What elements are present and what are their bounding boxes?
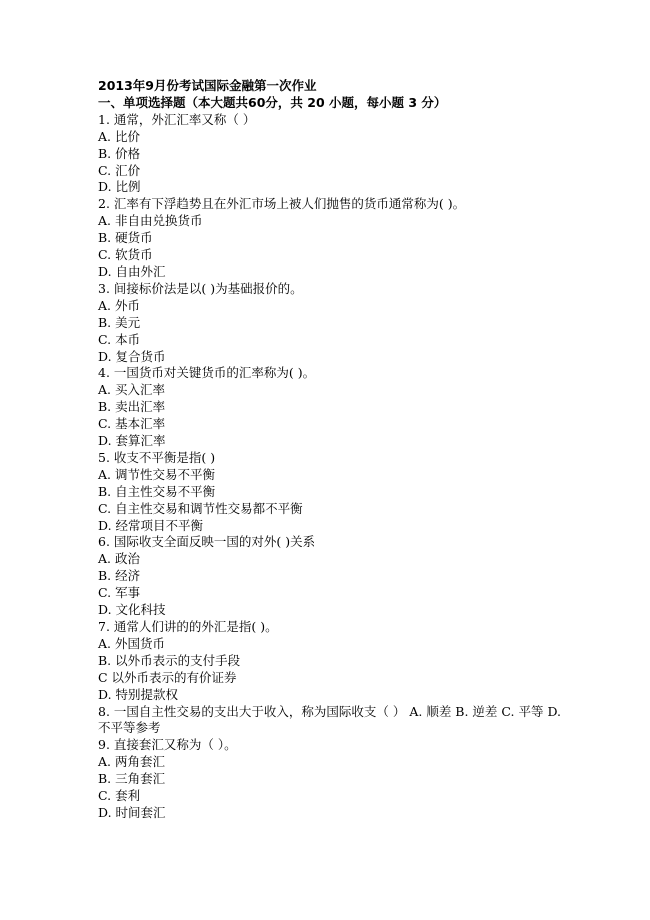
question-4 — [98, 365, 568, 450]
option-b: B. 价格 — [98, 145, 141, 161]
option-d: D. 特别提款权 — [98, 686, 179, 702]
option-a: A. 外国货币 — [98, 635, 165, 651]
option-a: A. 比价 — [98, 128, 140, 144]
option-b: B. 美元 — [98, 314, 141, 330]
option-a: A. 外币 — [98, 297, 140, 313]
question-8 — [98, 704, 568, 738]
option-c: C. 军事 — [98, 585, 141, 601]
question-text: 3. 间接标价法是以( )为基础报价的。 — [98, 280, 303, 296]
document-page — [98, 78, 568, 822]
option-d: D. 自由外汇 — [98, 263, 166, 279]
question-text: 9. 直接套汇又称为（ ）。 — [98, 737, 237, 753]
question-2 — [98, 196, 568, 281]
option-d: D. 套算汇率 — [98, 433, 166, 449]
option-c: C. 套利 — [98, 788, 141, 804]
question-text: 7. 通常人们讲的的外汇是指( )。 — [98, 619, 278, 634]
option-b: B. 以外币表示的支付手段 — [98, 652, 241, 668]
option-a: A. 非自由兑换货币 — [98, 213, 203, 229]
option-c: C. 自主性交易和调节性交易都不平衡 — [98, 500, 303, 516]
section-heading: 一、单项选择题（本大题共60分，共 20 小题，每小题 3 分） — [98, 94, 447, 110]
question-7 — [98, 619, 568, 704]
option-a: A. 两角套汇 — [98, 754, 165, 770]
option-b: B. 经济 — [98, 568, 141, 584]
option-b: B. 硬货币 — [98, 230, 153, 246]
question-3 — [98, 281, 568, 366]
document-title: 2013年9月份考试国际金融第一次作业 — [98, 78, 317, 93]
option-c: C. 本币 — [98, 331, 141, 347]
option-b: B. 卖出汇率 — [98, 399, 166, 415]
question-6 — [98, 534, 568, 619]
option-c: C. 软货币 — [98, 247, 153, 263]
option-d: D. 文化科技 — [98, 602, 166, 618]
question-5 — [98, 450, 568, 535]
question-text: 4. 一国货币对关键货币的汇率称为( )。 — [98, 365, 316, 381]
option-c: C. 汇价 — [98, 162, 141, 178]
option-c: C 以外币表示的有价证券 — [98, 669, 237, 685]
option-b: B. 三角套汇 — [98, 771, 166, 787]
option-d: D. 比例 — [98, 179, 141, 195]
option-d: D. 时间套汇 — [98, 804, 166, 820]
option-a: A. 政治 — [98, 551, 140, 567]
question-text: 5. 收支不平衡是指( ) — [98, 449, 216, 465]
question-1 — [98, 112, 568, 197]
option-b: B. 自主性交易不平衡 — [98, 483, 216, 499]
option-c: C. 基本汇率 — [98, 416, 166, 432]
question-text: 6. 国际收支全面反映一国的对外( )关系 — [98, 534, 316, 550]
question-text: 8. 一国自主性交易的支出大于收入，称为国际收支（ ） A. 顺差 B. 逆差 C. 平等 D. 不平等参考 — [98, 703, 561, 736]
option-a: A. 调节性交易不平衡 — [98, 466, 215, 482]
option-d: D. 复合货币 — [98, 348, 166, 364]
question-text: 1. 通常，外汇汇率又称（ ） — [98, 111, 256, 127]
question-text: 2. 汇率有下浮趋势且在外汇市场上被人们抛售的货币通常称为( )。 — [98, 196, 466, 212]
option-d: D. 经常项目不平衡 — [98, 517, 204, 533]
question-9 — [98, 737, 568, 822]
option-a: A. 买入汇率 — [98, 382, 165, 398]
